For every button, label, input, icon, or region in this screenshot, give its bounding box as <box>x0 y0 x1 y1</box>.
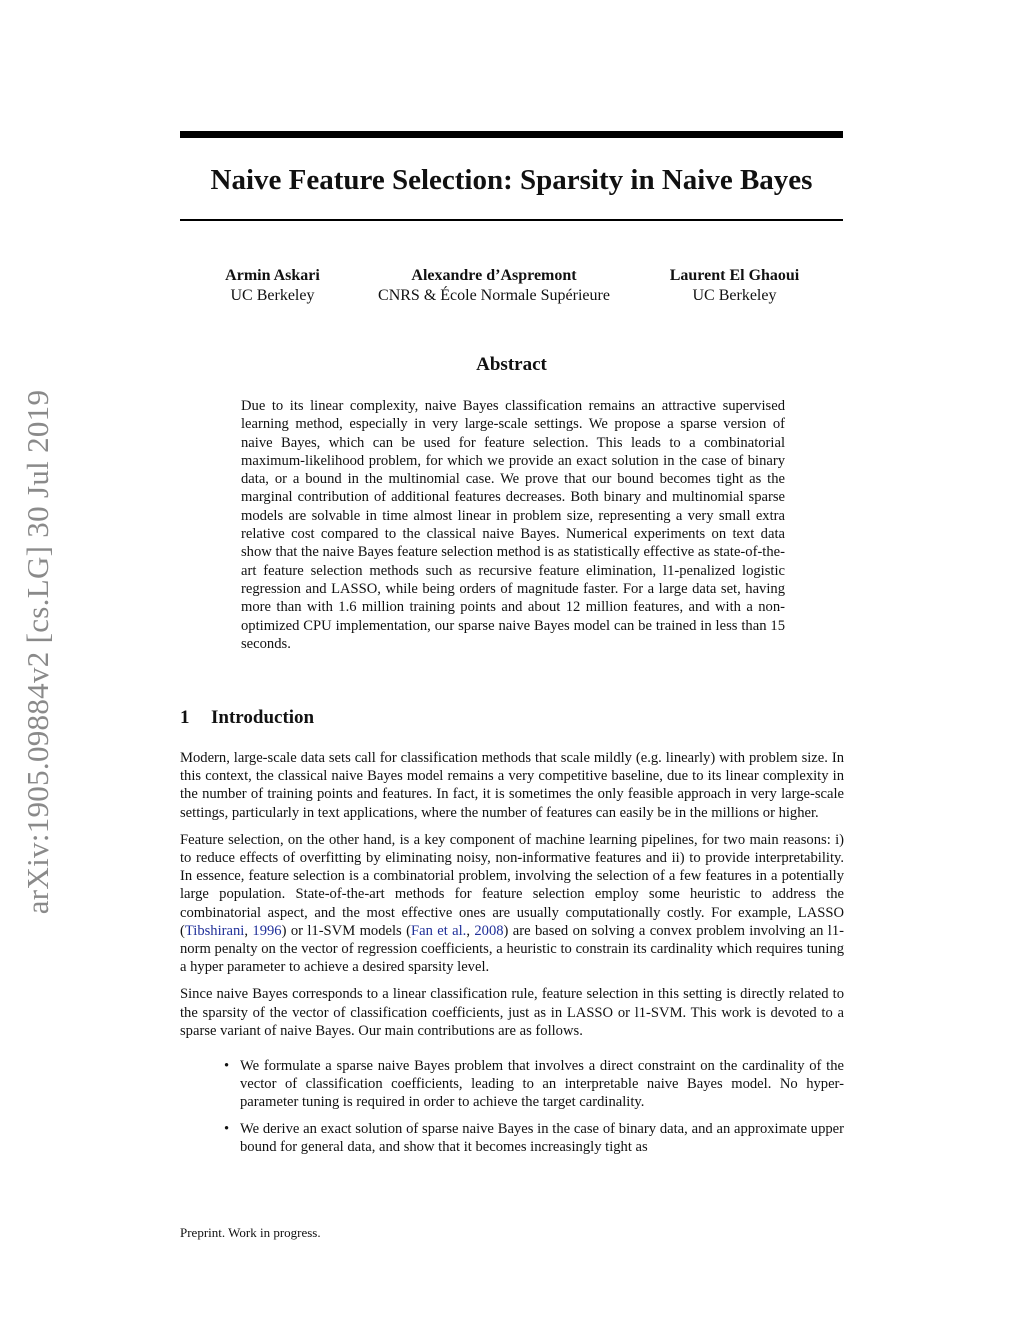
list-item <box>224 1120 844 1156</box>
author-affiliation: UC Berkeley <box>692 287 777 304</box>
list-item-text: We formulate a sparse naive Bayes problem that involves a direct constraint on the cardinality of the vector of classification coefficients, leading to an interpretable naive Bayes model. No hyper-parameter tuning is required in order to achieve the target cardinality. <box>240 1058 844 1111</box>
author-name: Alexandre d’Aspremont <box>411 267 577 284</box>
contribution-list <box>180 1057 844 1156</box>
section-body <box>180 749 844 1164</box>
citation-separator: , <box>244 922 253 939</box>
paper-title: Naive Feature Selection: Sparsity in Naive Bayes <box>210 164 813 196</box>
citation-link-tibshirani[interactable] <box>185 923 244 939</box>
footer-note: Preprint. Work in progress. <box>180 1225 321 1240</box>
title-top-rule <box>180 131 843 138</box>
paragraph <box>180 831 844 977</box>
section-title: Introduction <box>211 707 315 728</box>
bullet-icon: • <box>224 1058 230 1075</box>
citation-author: Tibshirani <box>184 922 245 939</box>
author-affiliation: UC Berkeley <box>230 287 315 304</box>
author-block <box>652 266 817 306</box>
paragraph-text: Feature selection, on the other hand, is a key component of machine learning pipelines, for two main reasons: i) to reduce effects of overfitting by eliminating noisy, non-informative features and ii) to provide interpretability. In essence, feature selection is a combinatorial problem, involving the selection of a few features in a potentially large population. State-of-the-art methods for feature selection employ some heuristic to address the combinatorial aspect, and the most effective ones are usually computationally costly. For example, LASSO ( <box>180 831 844 939</box>
title-bottom-rule <box>180 219 843 221</box>
citation-link-tibshirani-year[interactable]: 1996 <box>252 922 282 939</box>
arxiv-identifier-text: arXiv:1905.09884v2 [cs.LG] 30 Jul 2019 <box>20 389 55 915</box>
bullet-icon: • <box>224 1120 230 1137</box>
list-item-text: We derive an exact solution of sparse naive Bayes in the case of binary data, and an approximate upper bound for general data, and show that it becomes increasingly tight as <box>240 1120 844 1155</box>
abstract-heading: Abstract <box>476 354 547 375</box>
author-name: Armin Askari <box>225 267 320 284</box>
list-item <box>224 1057 844 1112</box>
section-number: 1 <box>180 707 190 728</box>
paragraph: Modern, large-scale data sets call for classification methods that scale mildly (e.g. linearly) with problem size. In this context, the classical naive Bayes model remains a very competitive baseline, due to its linear complexity in the number of training points and features. In fact, it is sometimes the only feasible approach in very large-scale settings, particularly in text applications, where the number of features can easily be in the millions or higher. <box>180 750 844 821</box>
section-heading <box>180 705 314 731</box>
paragraph-text: ) or l1-SVM models ( <box>281 922 411 939</box>
arxiv-identifier-stamp <box>0 0 55 915</box>
citation-link-fan[interactable]: Fan et al. <box>410 922 467 939</box>
citation-separator: , <box>466 922 475 939</box>
citation-link-fan-year[interactable]: 2008 <box>474 922 504 939</box>
paragraph: Since naive Bayes corresponds to a linear classification rule, feature selection in this setting is directly related to the sparsity of the vector of classification coefficients, just as in LASSO or l1-SVM. This work is devoted to a sparse variant of naive Bayes. Our main contributions are as follows. <box>180 986 844 1039</box>
author-block <box>200 266 345 306</box>
abstract-text: Due to its linear complexity, naive Bayes classification remains an attractive supervised learning method, especially in very large-scale settings. We propose a sparse version of naive Bayes, which can be used for feature selection. This leads to a combinatorial maximum-likelihood problem, for which we provide an exact solution in the case of binary data, or a bound in the multinomial case. We prove that our bound becomes tight as the marginal contribution of additional features decreases. Both binary and multinomial sparse models are solvable in time almost linear in problem size, representing a very small extra relative cost compared to the classical naive Bayes. Numerical experiments on text data show that the naive Bayes feature selection method is as statistically effective as state-of-the-art feature selection methods such as recursive feature elimination, l1-penalized logistic regression and LASSO, while being orders of magnitude faster. For a large data set, having more than with 1.6 million training points and about 12 million features, and with a non-optimized CPU implementation, our sparse naive Bayes model can be trained in less than 15 seconds. <box>241 398 785 652</box>
author-affiliation: CNRS & École Normale Supérieure <box>378 287 610 304</box>
paragraph-text: ) are based on solving a convex problem involving an l1-norm penalty on the vector of regression coefficients, a heuristic to constrain its cardinality which requires tuning a hyper parameter to achieve a desired sparsity level. <box>180 922 844 976</box>
author-block <box>360 266 628 306</box>
author-name: Laurent El Ghaoui <box>669 267 800 284</box>
